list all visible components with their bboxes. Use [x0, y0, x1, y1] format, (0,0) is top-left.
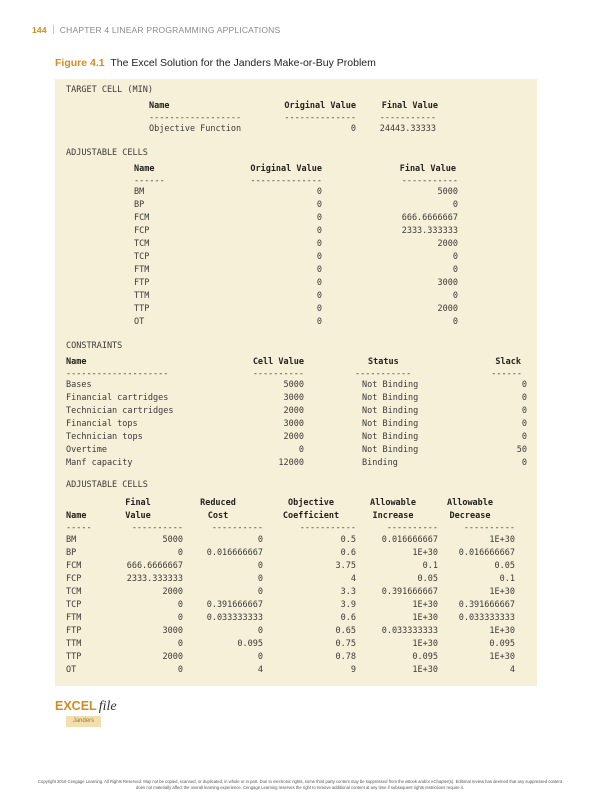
sens-row-value: 0.095	[489, 639, 515, 649]
sens-row-value: 0	[177, 548, 183, 558]
sens-row-value: 1E+30	[489, 535, 515, 545]
adj-row-name: TCP	[134, 252, 150, 262]
sens-row-value: 0.78	[335, 652, 356, 662]
sens-dash-col: -----	[66, 523, 92, 533]
sens-dash-col: ----------	[131, 523, 183, 533]
adj-dash-name: ------	[134, 176, 165, 186]
sens-row-value: 2333.333333	[126, 574, 183, 584]
adj-row-original: 0	[316, 317, 322, 327]
con-row-slack: 0	[521, 432, 527, 442]
copyright-notice: Copyright 2016 Cengage Learning. All Rights Reserved. May not be copied, scanned, or duplicated, in whole or in part. Due to electronic rights, some third party content may be suppressed from the eBook and/or eChapter(s). Editorial review has deemed that any suppressed content does not materially affect the overall learning experience. Cengage Learning reserves the right to remove additional content at any time if subsequent rights restrictions require it.	[38, 779, 562, 790]
sens-row-value: 0.033333333	[206, 613, 263, 623]
con-row-slack: 50	[516, 445, 527, 455]
con-row-value: 3000	[283, 419, 304, 429]
adj-row-name: BP	[134, 200, 145, 210]
sens-dash-col: ----------	[463, 523, 515, 533]
sens-dash-col: ----------	[386, 523, 438, 533]
adj-col-name: Name	[134, 164, 155, 174]
con-row-status: Not Binding	[362, 380, 419, 390]
adj-row-original: 0	[316, 213, 322, 223]
file-label: file	[98, 699, 117, 714]
adj-row-final: 2333.333333	[401, 226, 458, 236]
adj-row-name: TTP	[134, 304, 150, 314]
con-dash-status: -----------	[355, 369, 412, 379]
adj-row-original: 0	[316, 187, 322, 197]
sens-row-value: 3.9	[340, 600, 356, 610]
con-row-value: 2000	[283, 406, 304, 416]
sens-row-value: 0.016666667	[381, 535, 438, 545]
page-number: 144	[32, 25, 47, 35]
con-row-name: Financial cartridges	[66, 393, 169, 403]
con-row-status: Not Binding	[362, 393, 419, 403]
con-row-status: Binding	[362, 458, 398, 468]
target-row-final: 24443.33333	[379, 124, 436, 134]
sens-row-value: 0.6	[340, 613, 356, 623]
sens-row-value: 0.6	[340, 548, 356, 558]
adj-col-final: Final Value	[399, 164, 456, 174]
con-row-name: Technician tops	[66, 432, 143, 442]
con-row-slack: 0	[521, 458, 527, 468]
sens-row-value: 2000	[162, 587, 183, 597]
adj-row-final: 0	[452, 265, 458, 275]
sens-head2-col: Value	[125, 511, 151, 521]
sens-row-value: 4	[257, 665, 263, 675]
sens-row-value: 0	[177, 639, 183, 649]
con-row-slack: 0	[521, 393, 527, 403]
sens-row-name: BP	[66, 548, 77, 558]
sens-row-name: TCM	[66, 587, 82, 597]
adjustable-heading: ADJUSTABLE CELLS	[66, 148, 148, 158]
con-row-status: Not Binding	[362, 419, 419, 429]
sens-row-value: 0	[257, 574, 263, 584]
sens-row-value: 666.6666667	[126, 561, 183, 571]
sens-row-value: 0.391666667	[206, 600, 263, 610]
sens-row-value: 0	[177, 600, 183, 610]
sens-row-name: FTP	[66, 626, 82, 636]
sens-row-value: 1E+30	[489, 587, 515, 597]
adj-row-name: FCM	[134, 213, 150, 223]
sens-row-value: 0.05	[417, 574, 438, 584]
sens-row-name: BM	[66, 535, 77, 545]
sens-row-value: 0.05	[494, 561, 515, 571]
sens-head1-col: Allowable	[446, 498, 494, 508]
sens-row-value: 1E+30	[412, 600, 438, 610]
con-row-status: Not Binding	[362, 432, 419, 442]
sens-row-value: 1E+30	[489, 626, 515, 636]
excel-file-name: Janders	[66, 716, 101, 727]
adj-row-name: FTM	[134, 265, 150, 275]
sens-row-value: 1E+30	[489, 652, 515, 662]
adj-row-original: 0	[316, 278, 322, 288]
adj-row-final: 666.6666667	[401, 213, 458, 223]
sens-row-value: 0.75	[335, 639, 356, 649]
sens-row-value: 0.391666667	[458, 600, 515, 610]
sens-row-value: 0.016666667	[458, 548, 515, 558]
con-col-status: Status	[368, 357, 399, 367]
constraints-heading: CONSTRAINTS	[66, 341, 123, 351]
sens-row-value: 0.5	[340, 535, 356, 545]
sens-row-name: TTM	[66, 639, 82, 649]
con-row-value: 3000	[283, 393, 304, 403]
sens-row-value: 0	[257, 561, 263, 571]
con-row-value: 12000	[278, 458, 304, 468]
target-col-final: Final Value	[381, 101, 438, 111]
con-row-value: 0	[298, 445, 304, 455]
sens-row-value: 5000	[162, 535, 183, 545]
sens-row-value: 0	[257, 587, 263, 597]
adj-row-final: 0	[452, 200, 458, 210]
adj-row-final: 5000	[437, 187, 458, 197]
con-dash-name: --------------------	[66, 369, 169, 379]
sens-row-value: 0.1	[499, 574, 515, 584]
adj-row-original: 0	[316, 200, 322, 210]
sens-head2-col: Increase	[372, 511, 414, 521]
running-head	[32, 25, 280, 35]
adj-row-original: 0	[316, 239, 322, 249]
con-row-name: Overtime	[66, 445, 107, 455]
sens-row-name: TCP	[66, 600, 82, 610]
target-dash-original: --------------	[284, 113, 356, 123]
adj-row-name: FCP	[134, 226, 150, 236]
sens-row-name: OT	[66, 665, 77, 675]
adj-row-final: 3000	[437, 278, 458, 288]
sens-head1-col: Objective	[287, 498, 335, 508]
sens-head1-col: Allowable	[369, 498, 417, 508]
sens-row-value: 3.75	[335, 561, 356, 571]
target-col-name: Name	[149, 101, 170, 111]
sens-row-name: FTM	[66, 613, 82, 623]
target-col-original: Original Value	[284, 101, 356, 111]
con-row-name: Technician cartridges	[66, 406, 174, 416]
target-row-original: 0	[350, 124, 356, 134]
sens-row-value: 0.033333333	[381, 626, 438, 636]
sens-row-name: TTP	[66, 652, 82, 662]
sens-row-value: 0.016666667	[206, 548, 263, 558]
sens-dash-col: -----------	[299, 523, 356, 533]
adj-row-name: OT	[134, 317, 145, 327]
adj-row-final: 2000	[437, 304, 458, 314]
adj-row-original: 0	[316, 304, 322, 314]
sens-head2-col: Decrease	[449, 511, 491, 521]
con-row-slack: 0	[521, 380, 527, 390]
figure-title: The Excel Solution for the Janders Make-or-Buy Problem	[110, 57, 376, 69]
sens-row-value: 2000	[162, 652, 183, 662]
excel-label: EXCEL	[55, 699, 97, 713]
adj-row-original: 0	[316, 265, 322, 275]
adj-row-final: 0	[452, 317, 458, 327]
sens-row-name: FCP	[66, 574, 82, 584]
sens-row-value: 0.1	[422, 561, 438, 571]
con-col-slack: Slack	[495, 357, 521, 367]
header-divider	[53, 25, 54, 34]
sens-row-value: 1E+30	[412, 548, 438, 558]
con-col-name: Name	[66, 357, 87, 367]
sens-row-value: 0.095	[237, 639, 263, 649]
adj-dash-original: --------------	[250, 176, 322, 186]
sens-head1-col: Final	[125, 498, 151, 508]
sens-head2-name: Name	[66, 511, 87, 521]
adj-row-original: 0	[316, 291, 322, 301]
con-row-slack: 0	[521, 406, 527, 416]
adj-row-final: 2000	[437, 239, 458, 249]
adj-row-name: TTM	[134, 291, 150, 301]
sens-row-value: 1E+30	[412, 665, 438, 675]
adj-row-final: 0	[452, 291, 458, 301]
sens-row-value: 1E+30	[412, 613, 438, 623]
con-row-value: 5000	[283, 380, 304, 390]
sens-row-value: 0	[177, 613, 183, 623]
con-dash-slack: ------	[491, 369, 522, 379]
sens-head2-col: Cost	[207, 511, 229, 521]
sens-row-value: 3.3	[340, 587, 356, 597]
sensitivity-heading: ADJUSTABLE CELLS	[66, 480, 148, 490]
con-row-name: Manf capacity	[66, 458, 133, 468]
sens-row-value: 4	[350, 574, 356, 584]
target-dash-final: -----------	[379, 113, 436, 123]
con-dash-value: ----------	[252, 369, 304, 379]
excel-file-badge	[55, 697, 117, 715]
con-row-value: 2000	[283, 432, 304, 442]
con-row-status: Not Binding	[362, 445, 419, 455]
sens-row-value: 4	[509, 665, 515, 675]
sens-dash-col: ----------	[211, 523, 263, 533]
adj-row-name: TCM	[134, 239, 150, 249]
sens-row-value: 0	[257, 626, 263, 636]
sens-row-value: 0.65	[335, 626, 356, 636]
sens-head1-col: Reduced	[200, 498, 236, 508]
adj-dash-final: -----------	[401, 176, 458, 186]
con-row-name: Financial tops	[66, 419, 138, 429]
figure-caption	[55, 57, 376, 69]
adj-row-original: 0	[316, 226, 322, 236]
sens-row-value: 9	[350, 665, 356, 675]
con-row-status: Not Binding	[362, 406, 419, 416]
target-cell-heading: TARGET CELL (MIN)	[66, 85, 153, 95]
sens-row-value: 0	[177, 665, 183, 675]
adj-col-original: Original Value	[250, 164, 322, 174]
sens-row-name: FCM	[66, 561, 82, 571]
adj-row-final: 0	[452, 252, 458, 262]
sens-row-value: 1E+30	[412, 639, 438, 649]
target-row-name: Objective Function	[149, 124, 242, 134]
con-col-value: Cell Value	[252, 357, 304, 367]
sens-row-value: 0.391666667	[381, 587, 438, 597]
figure-number: Figure 4.1	[55, 57, 105, 69]
sens-head2-col: Coefficient	[282, 511, 340, 521]
sens-row-value: 0	[257, 652, 263, 662]
sens-row-value: 3000	[162, 626, 183, 636]
con-row-name: Bases	[66, 380, 92, 390]
target-dash-name: ------------------	[149, 113, 242, 123]
sens-row-value: 0	[257, 535, 263, 545]
chapter-title: CHAPTER 4 LINEAR PROGRAMMING APPLICATIONS	[59, 25, 281, 35]
sens-row-value: 0.033333333	[458, 613, 515, 623]
con-row-slack: 0	[521, 419, 527, 429]
adj-row-name: FTP	[134, 278, 150, 288]
adj-row-original: 0	[316, 252, 322, 262]
adj-row-name: BM	[134, 187, 145, 197]
sens-row-value: 0.095	[412, 652, 438, 662]
